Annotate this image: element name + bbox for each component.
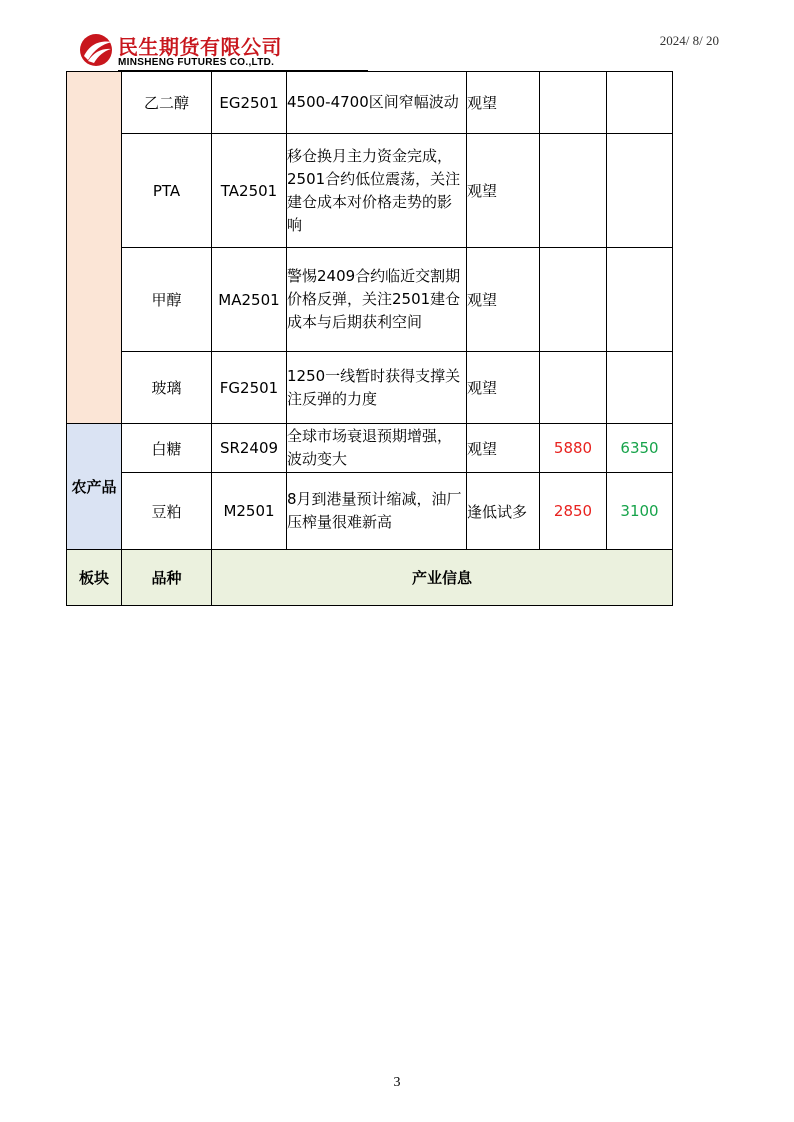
logo-chinese-name: 民生期货有限公司 [118, 35, 282, 59]
contract-code: TA2501 [212, 134, 287, 248]
industry-info: 全球市场衰退预期增强，波动变大 [287, 424, 467, 473]
high-price: 6350 [607, 424, 673, 473]
report-date: 2024/ 8/ 20 [659, 33, 719, 48]
page-number: 3 [393, 1075, 401, 1090]
variety-name: PTA [122, 134, 212, 248]
low-price: 2850 [540, 473, 607, 550]
high-price [607, 248, 673, 352]
contract-code: MA2501 [212, 248, 287, 352]
strategy-advice: 观望 [467, 248, 540, 352]
strategy-advice: 逢低试多 [467, 473, 540, 550]
low-price [540, 134, 607, 248]
variety-name: 白糖 [122, 424, 212, 473]
strategy-advice: 观望 [467, 424, 540, 473]
footer-info-header: 产业信息 [212, 550, 673, 606]
industry-info: 1250一线暂时获得支撑关注反弹的力度 [287, 352, 467, 424]
low-price: 5880 [540, 424, 607, 473]
industry-info: 移仓换月主力资金完成，2501合约低位震荡，关注建仓成本对价格走势的影响 [287, 134, 467, 248]
table-row [67, 424, 673, 473]
variety-name: 甲醇 [122, 248, 212, 352]
low-price [540, 72, 607, 134]
strategy-advice: 观望 [467, 72, 540, 134]
table-row [67, 352, 673, 424]
footer-variety-header: 品种 [122, 550, 212, 606]
industry-info: 4500-4700区间窄幅波动 [287, 72, 467, 134]
industry-info: 8月到港量预计缩减，油厂压榨量很难新高 [287, 473, 467, 550]
footer-sector-header: 板块 [67, 550, 122, 606]
table-row [67, 72, 673, 134]
agri-sector-label: 农产品 [67, 424, 122, 550]
strategy-advice: 观望 [467, 352, 540, 424]
low-price [540, 248, 607, 352]
contract-code: SR2409 [212, 424, 287, 473]
contract-code: M2501 [212, 473, 287, 550]
table-row [67, 134, 673, 248]
variety-name: 豆粕 [122, 473, 212, 550]
high-price [607, 72, 673, 134]
strategy-advice: 观望 [467, 134, 540, 248]
contract-code: FG2501 [212, 352, 287, 424]
table-row [67, 248, 673, 352]
low-price [540, 352, 607, 424]
logo-english-name: MINSHENG FUTURES CO.,LTD. [118, 57, 275, 68]
industry-info: 警惕2409合约临近交割期价格反弹，关注2501建仓成本与后期获利空间 [287, 248, 467, 352]
table-footer-row [67, 550, 673, 606]
minsheng-logo-icon [78, 30, 114, 68]
strategy-table [66, 71, 673, 606]
table-row [67, 473, 673, 550]
high-price [607, 134, 673, 248]
high-price [607, 352, 673, 424]
variety-name: 玻璃 [122, 352, 212, 424]
variety-name: 乙二醇 [122, 72, 212, 134]
contract-code: EG2501 [212, 72, 287, 134]
high-price: 3100 [607, 473, 673, 550]
chemical-sector-cell [67, 72, 122, 424]
company-logo [78, 30, 298, 74]
